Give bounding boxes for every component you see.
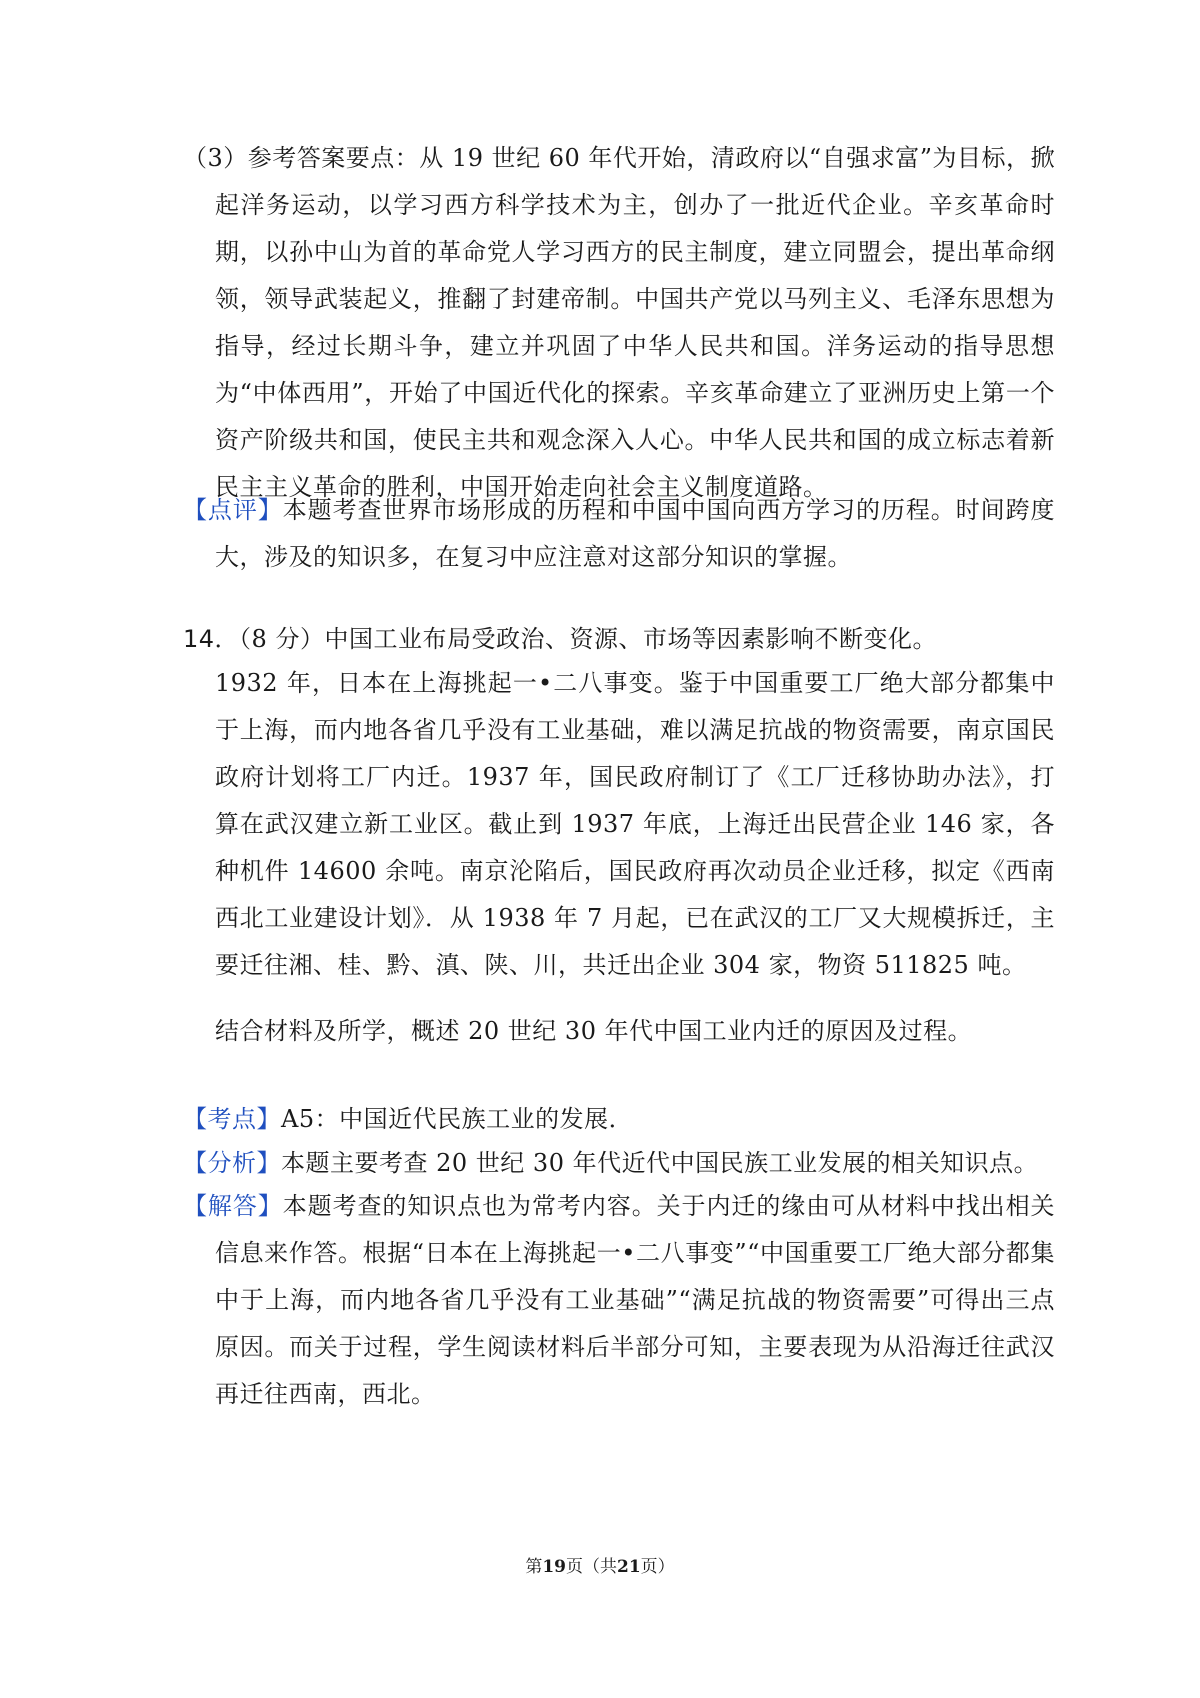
kaodian-tag: 【考点】 — [183, 1105, 281, 1133]
comment-section — [183, 487, 1055, 581]
question-14-stem — [183, 616, 1023, 663]
fenxi-text: 本题主要考查 20 世纪 30 年代近代中国民族工业发展的相关知识点。 — [281, 1149, 1039, 1177]
kaodian-section — [183, 1096, 1055, 1143]
material-text: 1932 年，日本在上海挑起一•二八事变。鉴于中国重要工厂绝大部分都集中于上海，而内地各省几乎没有工业基础，难以满足抗战的物资需要，南京国民政府计划将工厂内迁。1937 年，国民政府制订了《工厂迁移协助办法》，打算在武汉建立新工业区。截止到 1937 年底，上海迁出民营企业 146 家，各种机件 14600 余吨。南京沦陷后，国民政府再次动员企业迁移，拟定《西南西北工业建设计划》．从 1938 年 7 月起，已在武汉的工厂又大规模拆迁，主要迁往湘、桂、黔、滇、陕、川，共迁出企业 304 家，物资 511825 吨。 — [215, 669, 1055, 979]
jieda-text: 本题考查的知识点也为常考内容。关于内迁的缘由可从材料中找出相关信息来作答。根据“日本在上海挑起一•二八事变”“中国重要工厂绝大部分都集中于上海，而内地各省几乎没有工业基础”“满足抗战的物资需要”可得出三点原因。而关于过程，学生阅读材料后半部分可知，主要表现为从沿海迁往武汉再迁往西南，西北。 — [215, 1192, 1056, 1408]
comment-text: 本题考查世界市场形成的历程和中国中国向西方学习的历程。时间跨度大，涉及的知识多，在复习中应注意对这部分知识的掌握。 — [215, 496, 1056, 571]
footer-prefix: 第 — [525, 1557, 543, 1577]
kaodian-text: A5：中国近代民族工业的发展． — [281, 1105, 634, 1133]
answer-part-3-text: （3）参考答案要点：从 19 世纪 60 年代开始，清政府以“自强求富”为目标，掀起洋务运动，以学习西方科学技术为主，创办了一批近代企业。辛亥革命时期，以孙中山为首的革命党人学习西方的民主制度，建立同盟会，提出革命纲领，领导武装起义，推翻了封建帝制。中国共产党以马列主义、毛泽东思想为指导，经过长期斗争，建立并巩固了中华人民共和国。洋务运动的指导思想为“中体西用”，开始了中国近代化的探索。辛亥革命建立了亚洲历史上第一个资产阶级共和国，使民主共和观念深入人心。中华人民共和国的成立标志着新民主主义革命的胜利，中国开始走向社会主义制度道路。 — [183, 144, 1055, 501]
question-stem-text: （8 分）中国工业布局受政治、资源、市场等因素影响不断变化。 — [239, 625, 937, 653]
footer-middle: 页（共 — [566, 1557, 617, 1577]
fenxi-section — [183, 1140, 1055, 1187]
footer-page-number: 19 — [542, 1557, 566, 1577]
answer-part-3 — [183, 135, 1055, 511]
jieda-tag: 【解答】 — [183, 1192, 283, 1220]
question-number: 14． — [183, 625, 240, 653]
page-footer — [0, 1555, 1200, 1579]
question-14-prompt — [183, 1008, 1055, 1055]
footer-total-pages: 21 — [617, 1557, 641, 1577]
prompt-text: 结合材料及所学，概述 20 世纪 30 年代中国工业内迁的原因及过程。 — [215, 1017, 973, 1045]
fenxi-tag: 【分析】 — [183, 1149, 281, 1177]
question-14-material — [183, 660, 1055, 989]
jieda-section — [183, 1183, 1055, 1418]
comment-tag: 【点评】 — [183, 496, 283, 524]
footer-suffix: 页） — [640, 1557, 675, 1577]
